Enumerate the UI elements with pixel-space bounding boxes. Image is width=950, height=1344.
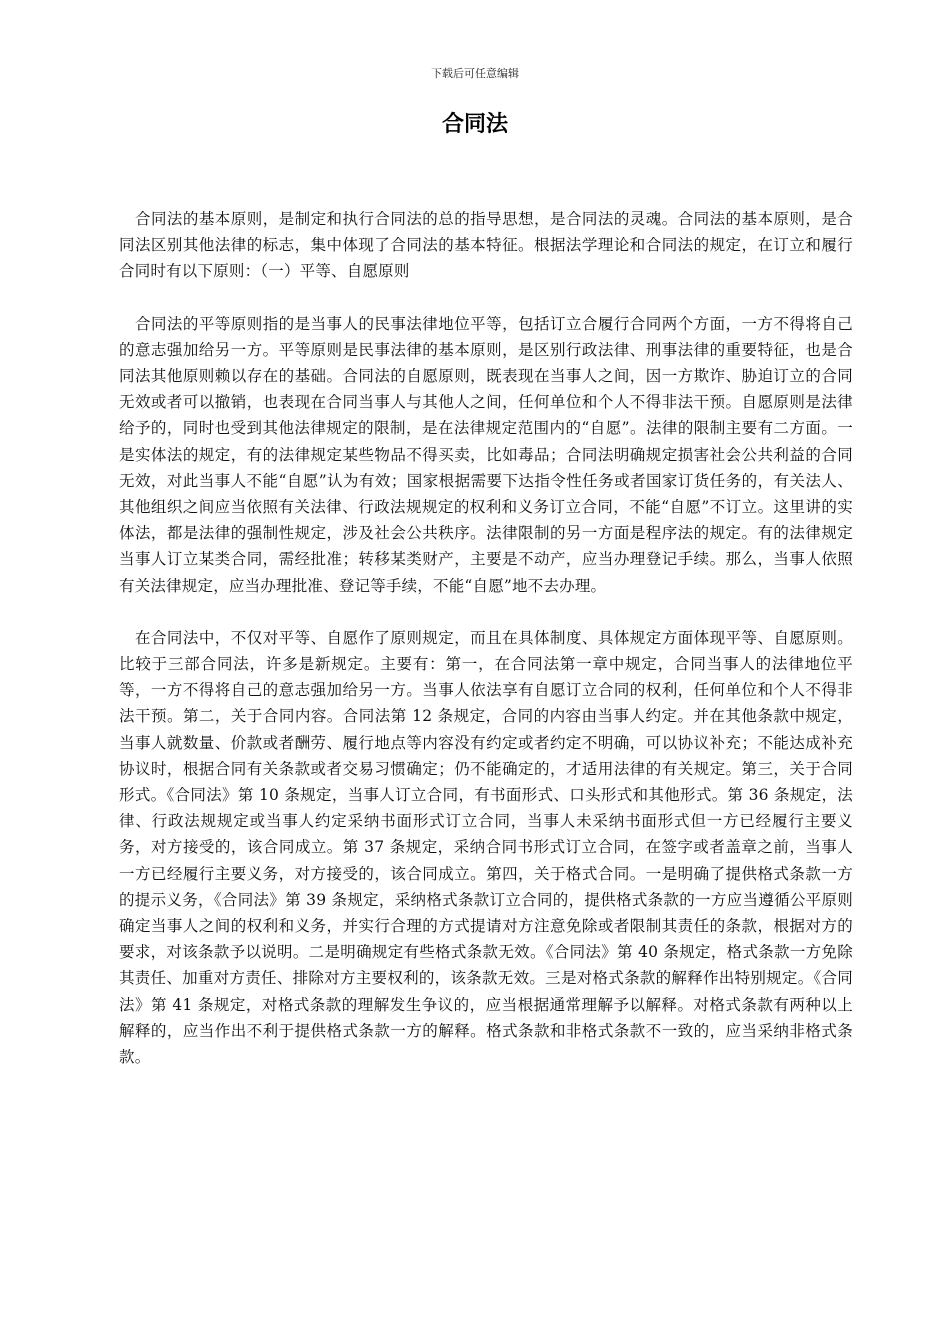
paragraph-3: 在合同法中，不仅对平等、自愿作了原则规定，而且在具体制度、具体规定方面体现平等、自愿原则。比较于三部合同法，许多是新规定。主要有：第一，在合同法第一章中规定，合同当事人的法律地位平等，一方不得将自己的意志强加给另一方。当事人依法享有自愿订立合同的权利，任何单位和个人不得非法干预。第二，关于合同内容。合同法第 12 条规定，合同的内容由当事人约定。并在其他条款中规定，当事人就数量、价款或者酬劳、履行地点等内容没有约定或者约定不明确，可以协议补充；不能达成补充协议时，根据合同有关条款或者交易习惯确定；仍不能确定的，才适用法律的有关规定。第三，关于合同形式。《合同法》第 10 条规定，当事人订立合同，有书面形式、口头形式和其他形式。第 36 条规定，法律、行政法规规定或当事人约定采纳书面形式订立合同，当事人未采纳书面形式但一方已经履行主要义务，对方接受的，该合同成立。第 37 条规定，采纳合同书形式订立合同，在签字或者盖章之前，当事人一方已经履行主要义务，对方接受的，该合同成立。第四，关于格式合同。一是明确了提供格式条款一方的提示义务，《合同法》第 39 条规定，采纳格式条款订立合同的，提供格式条款的一方应当遵循公平原则确定当事人之间的权利和义务，并实行合理的方式提请对方注意免除或者限制其责任的条款，根据对方的要求，对该条款予以说明。二是明确规定有些格式条款无效。《合同法》第 40 条规定，格式条款一方免除其责任、加重对方责任、排除对方主要权利的，该条款无效。三是对格式条款的解释作出特别规定。《合同法》第 41 条规定，对格式条款的理解发生争议的，应当根据通常理解予以解释。对格式条款有两种以上解释的，应当作出不利于提供格式条款一方的解释。格式条款和非格式条款不一致的，应当采纳非格式条款。: [119, 628, 853, 1067]
header-note: 下载后可任意编辑: [431, 67, 519, 80]
document-body: [119, 206, 853, 1096]
paragraph-2: 合同法的平等原则指的是当事人的民事法律地位平等，包括订立合履行合同两个方面，一方不得将自己的意志强加给另一方。平等原则是民事法律的基本原则，是区别行政法律、刑事法律的重要特征，也是合同法其他原则赖以存在的基础。合同法的自愿原则，既表现在当事人之间，因一方欺诈、胁迫订立的合同无效或者可以撤销，也表现在合同当事人与其他人之间，任何单位和个人不得非法干预。自愿原则是法律给予的，同时也受到其他法律规定的限制，是在法律规定范围内的“自愿”。法律的限制主要有二方面。一是实体法的规定，有的法律规定某些物品不得买卖，比如毒品；合同法明确规定损害社会公共利益的合同无效，对此当事人不能“自愿”认为有效；国家根据需要下达指令性任务或者国家订货任务的，有关法人、其他组织之间应当依照有关法律、行政法规规定的权利和义务订立合同，不能“自愿”不订立。这里讲的实体法，都是法律的强制性规定，涉及社会公共秩序。法律限制的另一方面是程序法的规定。有的法律规定当事人订立某类合同，需经批准；转移某类财产，主要是不动产，应当办理登记手续。那么，当事人依照有关法律规定，应当办理批准、登记等手续，不能“自愿”地不去办理。: [119, 314, 853, 595]
paragraph-1: 合同法的基本原则，是制定和执行合同法的总的指导思想，是合同法的灵魂。合同法的基本原则，是合同法区别其他法律的标志，集中体现了合同法的基本特征。根据法学理论和合同法的规定，在订立和履行合同时有以下原则：（一）平等、自愿原则: [119, 210, 853, 281]
page-title: 合同法: [441, 112, 508, 137]
